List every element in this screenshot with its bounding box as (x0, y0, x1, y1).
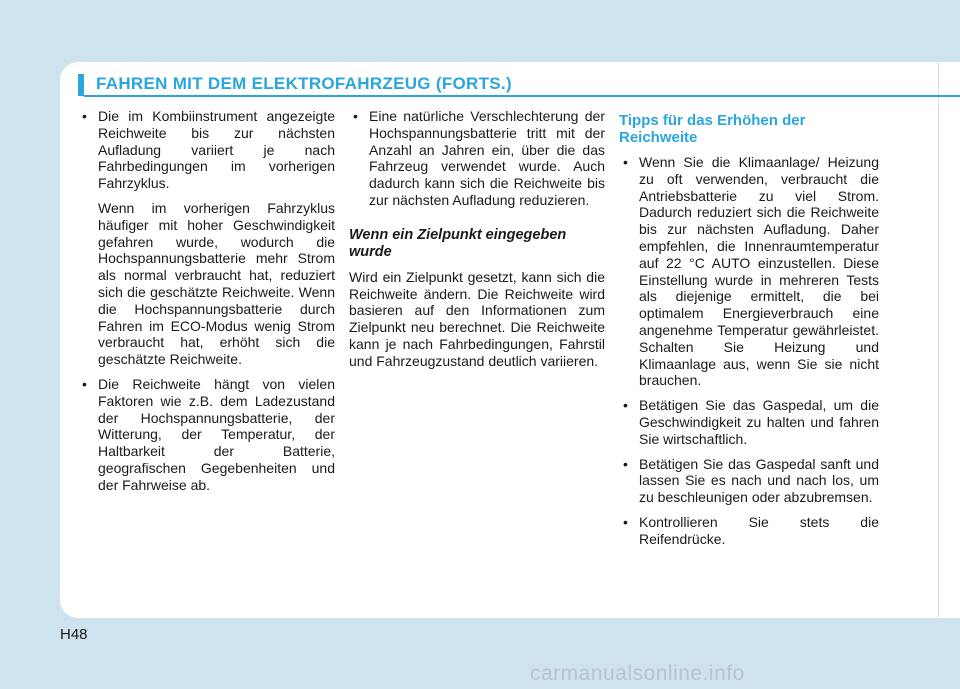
header-accent-bar (78, 74, 84, 96)
subheading: Wenn ein Zielpunkt eingegeben wurde (349, 226, 567, 260)
list-item: • Betätigen Sie das Gaspedal sanft und lassen Sie es nach und nach los, um zu beschleunigen oder abzubremsen. (619, 456, 879, 506)
list-item: • Kontrollieren Sie stets die Reifendrücke. (619, 514, 879, 548)
list-item: • Wenn Sie die Klimaanlage/ Heizung zu oft verwenden, verbraucht die Antriebsbatterie zu viel Strom. Dadurch reduziert sich die Reichweite bis zur nächsten Aufladung. Daher empfehlen, die Innenraumtemperatur auf 22 °C AUTO einzustellen. Diese Einstellung wurde in mehreren Tests als diejenige ermittelt, die bei optimalem Energieverbrauch eine angenehme Temperatur gewährleistet. Schalten Sie Heizung und Klimaanlage aus, wenn Sie sie nicht brauchen. (619, 154, 879, 389)
section-title: FAHREN MIT DEM ELEKTROFAHRZEUG (FORTS.) (96, 74, 512, 93)
column-left (78, 108, 335, 502)
column-middle (349, 108, 605, 378)
watermark: carmanualsonline.info (530, 662, 745, 685)
list-item: • Betätigen Sie das Gaspedal, um die Geschwindigkeit zu halten und fahren Sie wirtschaftlich. (619, 397, 879, 447)
list-item-continuation: Wenn im vorherigen Fahrzyklus häufiger mit hoher Geschwindigkeit gefahren wurde, wodurch die Hochspannungsbatterie mehr Strom als normal verbraucht hat, reduziert sich die geschätzte Reichweite. Wenn die Hochspannungsbatterie durch Fahren im ECO-Modus wenig Strom verbraucht hat, erhöht sich die geschätzte Reichweite. (98, 199, 335, 368)
card-divider (938, 62, 939, 618)
header-rule (84, 95, 960, 97)
page-number: H48 (60, 626, 88, 643)
body-paragraph: Wird ein Zielpunkt gesetzt, kann sich die Reichweite ändern. Die Reichweite wird basieren auf den Informationen zum Zielpunkt neu berechnet. Die Reichweite kann je nach Fahrbedingungen, Fahrstil und Fahrzeugzustand deutlich variieren. (349, 268, 605, 369)
list-item: • Die im Kombiinstrument angezeigte Reichweite bis zur nächsten Aufladung variiert je nach Fahrbedingungen im vorherigen Fahrzyklus. (78, 108, 335, 192)
list-item: • Eine natürliche Verschlechterung der Hochspannungsbatterie tritt mit der Anzahl an Jahren ein, über die das Fahrzeug verwendet wurde. Auch dadurch kann sich die Reichweite bis zur nächsten Aufladung reduzieren. (349, 108, 605, 209)
column-right (619, 108, 879, 556)
tips-heading: Tipps für das Erhöhen der Reichweite (619, 112, 806, 146)
list-item: • Die Reichweite hängt von vielen Faktoren wie z.B. dem Ladezustand der Hochspannungsbatterie, der Witterung, der Temperatur, der Haltbarkeit der Batterie, geografischen Gegebenheiten und der Fahrweise ab. (78, 376, 335, 494)
